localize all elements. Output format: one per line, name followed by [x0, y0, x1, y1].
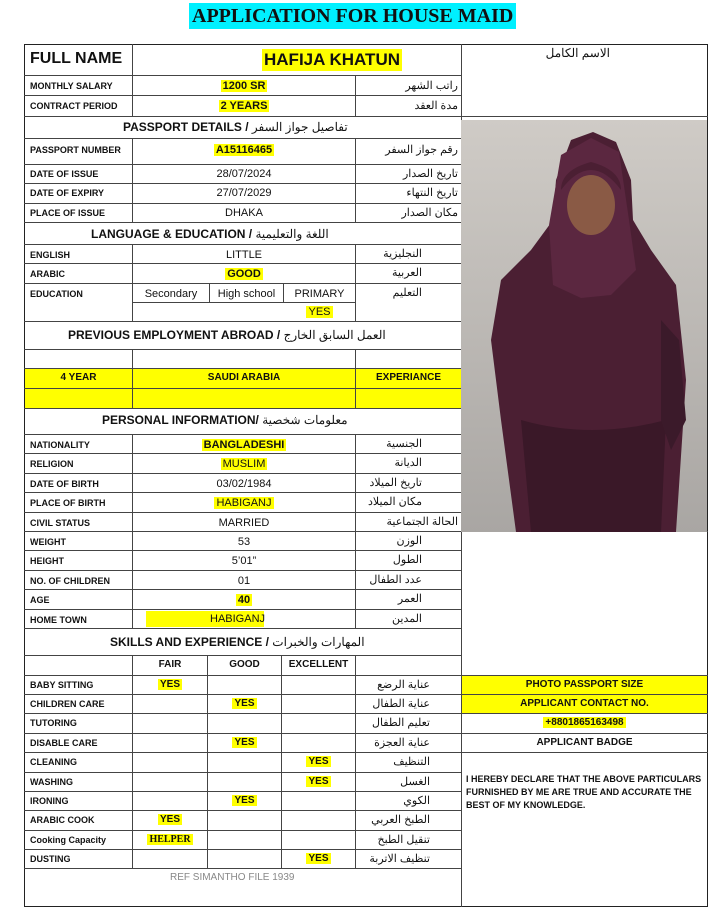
- civil-status-value: MARRIED: [218, 517, 270, 529]
- skill-fair-value: HELPER: [149, 834, 191, 845]
- education-high-school: High school: [217, 288, 276, 300]
- skill-good-value: YES: [234, 795, 255, 806]
- age-arabic: العمر: [397, 593, 422, 605]
- skill-arabic: التنظيف: [393, 756, 430, 768]
- monthly-salary-value: [133, 79, 355, 93]
- pob-arabic: مكان الميلاد: [367, 496, 422, 508]
- place-of-issue-value: DHAKA: [225, 207, 263, 219]
- skill-arabic: عناية الطفال: [372, 698, 430, 710]
- skill-label: IRONING: [30, 796, 69, 806]
- contract-period-arabic: مدة العقد: [414, 100, 458, 112]
- applicant-photo-illustration: [461, 120, 707, 532]
- applicant-contact-value: [462, 714, 707, 732]
- contract-period-value: [133, 99, 355, 113]
- language-section-en: LANGUAGE & EDUCATION /: [91, 227, 253, 241]
- skill-fair-cell: [133, 813, 207, 827]
- skill-label: BABY SITTING: [30, 680, 94, 690]
- education-primary: PRIMARY: [294, 288, 345, 300]
- prev-exp-bg2: [356, 389, 461, 408]
- date-of-issue-value: 28/07/2024: [216, 168, 272, 180]
- children-arabic: عدد الطفال: [369, 574, 422, 586]
- skill-arabic: الغسل: [400, 776, 430, 788]
- nationality-label: NATIONALITY: [30, 440, 90, 450]
- education-arabic: التعليم: [392, 287, 422, 299]
- prev-country: SAUDI ARABIA: [207, 372, 281, 383]
- weight-label: WEIGHT: [30, 537, 66, 547]
- children-label: NO. OF CHILDREN: [30, 576, 110, 586]
- passport-number-label: PASSPORT NUMBER: [30, 145, 121, 155]
- prev-employment-en: PREVIOUS EMPLOYMENT ABROAD /: [68, 328, 281, 342]
- personal-section-en: PERSONAL INFORMATION/: [102, 413, 259, 427]
- home-town-arabic: المدين: [392, 613, 422, 625]
- skill-label: CLEANING: [30, 757, 77, 767]
- age-label: AGE: [30, 595, 50, 605]
- skill-label: DUSTING: [30, 854, 71, 864]
- skill-label: TUTORING: [30, 718, 77, 728]
- applicant-photo: [461, 120, 707, 532]
- place-of-issue-label: PLACE OF ISSUE: [30, 208, 106, 218]
- arabic-value: [133, 267, 355, 281]
- date-of-expiry-label: DATE OF EXPIRY: [30, 188, 105, 198]
- personal-section-heading: [102, 412, 348, 428]
- skill-excellent-value: YES: [308, 776, 329, 787]
- arabic-label: ARABIC: [30, 269, 65, 279]
- skill-fair-value: YES: [159, 814, 180, 825]
- full-name-arabic: الاسم الكامل: [545, 46, 610, 60]
- skill-arabic: عناية الرضع: [377, 679, 430, 691]
- passport-number-text: A15116465: [215, 144, 273, 156]
- contract-period-text: 2 YEARS: [220, 100, 268, 112]
- document-title: APPLICATION FOR HOUSE MAID: [189, 3, 516, 29]
- applicant-contact-text: +8801865163498: [545, 717, 624, 728]
- pob-text: HABIGANJ: [216, 497, 272, 509]
- dob-label: DATE OF BIRTH: [30, 479, 99, 489]
- skill-arabic: الكوي: [403, 795, 430, 807]
- skill-arabic: عناية العجزة: [374, 737, 430, 749]
- weight-arabic: الوزن: [396, 535, 422, 547]
- skill-label: Cooking Capacity: [30, 835, 107, 845]
- weight-value: 53: [237, 536, 251, 548]
- civil-status-arabic: الحالة الجتماعية: [386, 516, 458, 528]
- skill-arabic: الطبخ العربي: [371, 814, 430, 826]
- religion-arabic: الديانة: [394, 457, 422, 469]
- prev-years-bg2: [25, 389, 132, 408]
- children-value: 01: [237, 575, 251, 587]
- home-town-value: HABIGANJ: [210, 613, 266, 625]
- personal-section-ar: معلومات شخصية: [262, 413, 348, 427]
- skills-section-ar: المهارات والخبرات: [272, 635, 365, 649]
- date-of-issue-arabic: تاريخ الصدار: [402, 168, 458, 180]
- contract-period-label: CONTRACT PERIOD: [30, 101, 118, 111]
- skill-fair-value: YES: [159, 679, 180, 690]
- monthly-salary-text: 1200 SR: [222, 80, 266, 92]
- education-yes: [284, 305, 355, 319]
- pob-value: [133, 496, 355, 510]
- date-of-expiry-arabic: تاريخ النتهاء: [406, 187, 458, 199]
- skills-section-heading: [110, 634, 365, 650]
- height-value: 5’01”: [231, 555, 257, 567]
- skill-excellent-value: YES: [308, 853, 329, 864]
- arabic-text: GOOD: [227, 268, 261, 280]
- skill-fair-cell: [133, 678, 207, 692]
- applicant-contact-label: APPLICANT CONTACT NO.: [462, 695, 707, 713]
- monthly-salary-label: MONTHLY SALARY: [30, 81, 113, 91]
- prev-employment-heading: [68, 327, 386, 343]
- skill-arabic: تنقيل الطبخ: [377, 834, 430, 846]
- skill-label: ARABIC COOK: [30, 815, 95, 825]
- prev-years: 4 YEAR: [60, 372, 97, 383]
- full-name-value: HAFIJA KHATUN: [264, 50, 400, 69]
- passport-section-en: PASSPORT DETAILS /: [123, 120, 249, 134]
- skill-excellent-cell: [282, 755, 355, 769]
- skill-label: CHILDREN CARE: [30, 699, 105, 709]
- skill-good-cell: [208, 736, 281, 750]
- skill-arabic: تعليم الطفال: [371, 717, 430, 729]
- skill-excellent-cell: [282, 775, 355, 789]
- civil-status-label: CIVIL STATUS: [30, 518, 91, 528]
- full-name-label: FULL NAME: [30, 50, 123, 67]
- skill-arabic: تنظيف الاتربة: [369, 853, 430, 865]
- english-label: ENGLISH: [30, 250, 71, 260]
- passport-number-value: [133, 143, 355, 157]
- applicant-badge: APPLICANT BADGE: [536, 737, 633, 748]
- skills-header-excellent: EXCELLENT: [288, 659, 349, 670]
- religion-value: [133, 457, 355, 471]
- passport-section-ar: تفاصيل جواز السفر: [251, 120, 348, 134]
- skill-excellent-value: YES: [308, 756, 329, 767]
- date-of-issue-label: DATE OF ISSUE: [30, 169, 99, 179]
- education-yes-text: YES: [308, 306, 331, 318]
- monthly-salary-arabic: راتب الشهر: [405, 80, 458, 92]
- age-value: [133, 593, 355, 607]
- passport-section-heading: [123, 119, 348, 135]
- reference-text: REF SIMANTHO FILE 1939: [170, 872, 295, 883]
- passport-number-arabic: رقم جواز السفر: [385, 144, 458, 156]
- nationality-arabic: الجنسية: [386, 438, 422, 450]
- home-town-label: HOME TOWN: [30, 615, 87, 625]
- arabic-arabic: العربية: [391, 267, 422, 279]
- prev-country-bg2: [133, 389, 355, 408]
- skill-excellent-cell: [282, 852, 355, 866]
- nationality-text: BANGLADESHI: [203, 439, 285, 451]
- skill-good-value: YES: [234, 737, 255, 748]
- language-section-ar: اللغة والتعليمية: [255, 227, 329, 241]
- skill-good-cell: [208, 794, 281, 808]
- height-arabic: الطول: [392, 554, 422, 566]
- dob-arabic: تاريخ الميلاد: [369, 477, 422, 489]
- prev-experience: EXPERIANCE: [375, 372, 441, 383]
- skill-label: DISABLE CARE: [30, 738, 98, 748]
- religion-label: RELIGION: [30, 459, 74, 469]
- skills-section-en: SKILLS AND EXPERIENCE /: [110, 635, 269, 649]
- english-value: LITTLE: [225, 249, 263, 261]
- skill-label: WASHING: [30, 777, 74, 787]
- nationality-value: [133, 438, 355, 452]
- photo-passport-size: PHOTO PASSPORT SIZE: [462, 676, 707, 694]
- prev-employment-ar: العمل السابق الخارج: [283, 328, 386, 342]
- skills-header-good: GOOD: [229, 659, 260, 670]
- age-text: 40: [237, 594, 251, 606]
- skill-good-cell: [208, 697, 281, 711]
- english-arabic: النجليزية: [383, 248, 422, 260]
- language-section-heading: [91, 226, 329, 242]
- skills-header-fair: FAIR: [158, 659, 182, 670]
- skill-good-value: YES: [234, 698, 255, 709]
- dob-value: 03/02/1984: [216, 478, 272, 490]
- pob-label: PLACE OF BIRTH: [30, 498, 106, 508]
- skill-fair-cell: [133, 833, 207, 847]
- declaration-text: I HEREBY DECLARE THAT THE ABOVE PARTICULARS FURNISHED BY ME ARE TRUE AND ACCURATE THE BEST OF MY KNOWLEDGE.: [466, 774, 702, 810]
- religion-text: MUSLIM: [222, 458, 266, 470]
- date-of-expiry-value: 27/07/2029: [216, 187, 272, 199]
- height-label: HEIGHT: [30, 556, 65, 566]
- education-secondary: Secondary: [144, 288, 198, 300]
- place-of-issue-arabic: مكان الصدار: [401, 207, 458, 219]
- education-label: EDUCATION: [30, 289, 83, 299]
